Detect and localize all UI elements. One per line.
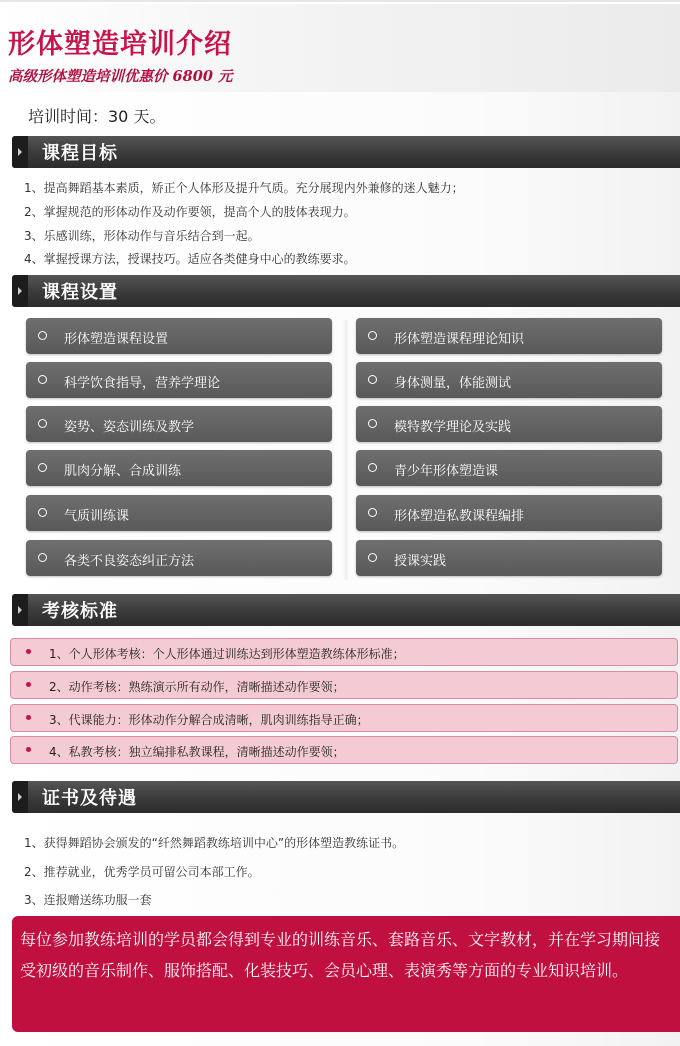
dot-bullet-icon xyxy=(26,682,31,687)
goal-item: 3、乐感训练，形体动作与音乐结合到一起。 xyxy=(24,229,260,243)
section-tab xyxy=(12,594,28,626)
circle-bullet-icon xyxy=(38,553,47,562)
standard-label: 4、私教考核：独立编排私教课程，清晰描述动作要领； xyxy=(49,745,345,759)
benefits-notice xyxy=(12,916,680,1032)
course-card-right xyxy=(356,450,662,486)
course-card-left xyxy=(26,450,332,486)
course-label: 授课实践 xyxy=(394,554,447,569)
arrow-right-icon xyxy=(18,287,22,295)
section-title-courses: 课程设置 xyxy=(42,282,118,303)
course-label: 模特教学理论及实践 xyxy=(394,420,512,435)
circle-bullet-icon xyxy=(38,331,47,340)
course-card-right xyxy=(356,540,662,576)
course-label: 形体塑造课程理论知识 xyxy=(394,332,525,347)
section-title-certificate: 证书及待遇 xyxy=(42,788,137,809)
certificate-item: 3、连报赠送练功服一套 xyxy=(24,893,152,907)
page-title: 形体塑造培训介绍 xyxy=(8,29,232,60)
standard-label: 3、代课能力：形体动作分解合成清晰，肌肉训练指导正确； xyxy=(49,713,369,727)
goal-item: 4、掌握授课方法，授课技巧。适应各类健身中心的教练要求。 xyxy=(24,252,356,266)
dot-bullet-icon xyxy=(26,649,31,654)
circle-bullet-icon xyxy=(368,375,377,384)
course-card-left xyxy=(26,495,332,531)
course-label: 科学饮食指导，营养学理论 xyxy=(64,376,221,391)
circle-bullet-icon xyxy=(368,419,377,428)
certificate-item: 1、获得舞蹈协会颁发的“纤然舞蹈教练培训中心”的形体塑造教练证书。 xyxy=(24,836,405,850)
course-card-left xyxy=(26,318,332,354)
circle-bullet-icon xyxy=(368,463,377,472)
course-label: 形体塑造课程设置 xyxy=(64,332,169,347)
standard-row xyxy=(10,704,678,732)
course-card-right xyxy=(356,495,662,531)
section-bar-courses xyxy=(12,275,680,307)
column-divider xyxy=(343,320,349,580)
certificate-item: 2、推荐就业，优秀学员可留公司本部工作。 xyxy=(24,865,260,879)
circle-bullet-icon xyxy=(38,508,47,517)
arrow-right-icon xyxy=(18,793,22,801)
standard-label: 1、个人形体考核：个人形体通过训练达到形体塑造教练体形标准； xyxy=(49,647,405,661)
benefits-notice-text: 每位参加教练培训的学员都会得到专业的训练音乐、套路音乐、文字教材，并在学习期间接受初级的音乐制作、服饰搭配、化装技巧、会员心理、表演秀等方面的专业知识培训。 xyxy=(20,930,661,980)
top-line xyxy=(0,0,680,2)
circle-bullet-icon xyxy=(38,419,47,428)
goal-item: 1、提高舞蹈基本素质，矫正个人体形及提升气质。充分展现内外兼修的迷人魅力； xyxy=(24,181,464,195)
standard-row xyxy=(10,736,678,764)
training-duration: 培训时间：30 天。 xyxy=(28,107,166,126)
course-label: 肌肉分解、合成训练 xyxy=(64,464,182,479)
price-subtitle: 高级形体塑造培训优惠价 6800 元 xyxy=(8,68,233,85)
course-card-right xyxy=(356,406,662,442)
dot-bullet-icon xyxy=(26,715,31,720)
standard-row xyxy=(10,671,678,699)
course-card-right xyxy=(356,318,662,354)
section-title-goals: 课程目标 xyxy=(42,143,118,164)
course-card-left xyxy=(26,362,332,398)
section-tab xyxy=(12,136,28,168)
course-card-left xyxy=(26,406,332,442)
circle-bullet-icon xyxy=(38,375,47,384)
goal-item: 2、掌握规范的形体动作及动作要领，提高个人的肢体表现力。 xyxy=(24,205,356,219)
standard-label: 2、动作考核：熟练演示所有动作，清晰描述动作要领； xyxy=(49,680,345,694)
arrow-right-icon xyxy=(18,148,22,156)
course-card-right xyxy=(356,362,662,398)
course-card-left xyxy=(26,540,332,576)
course-label: 形体塑造私教课程编排 xyxy=(394,509,525,524)
circle-bullet-icon xyxy=(368,508,377,517)
section-bar-certificate xyxy=(12,781,680,813)
section-tab xyxy=(12,781,28,813)
course-label: 身体测量，体能测试 xyxy=(394,376,512,391)
arrow-right-icon xyxy=(18,606,22,614)
course-label: 青少年形体塑造课 xyxy=(394,464,499,479)
standard-row xyxy=(10,638,678,666)
course-label: 气质训练课 xyxy=(64,509,130,524)
section-title-standards: 考核标准 xyxy=(42,601,118,622)
page-header xyxy=(0,4,680,92)
course-label: 各类不良姿态纠正方法 xyxy=(64,554,195,569)
circle-bullet-icon xyxy=(368,553,377,562)
circle-bullet-icon xyxy=(38,463,47,472)
course-label: 姿势、姿态训练及教学 xyxy=(64,420,195,435)
section-bar-goals xyxy=(12,136,680,168)
circle-bullet-icon xyxy=(368,331,377,340)
dot-bullet-icon xyxy=(26,747,31,752)
section-bar-standards xyxy=(12,594,680,626)
section-tab xyxy=(12,275,28,307)
